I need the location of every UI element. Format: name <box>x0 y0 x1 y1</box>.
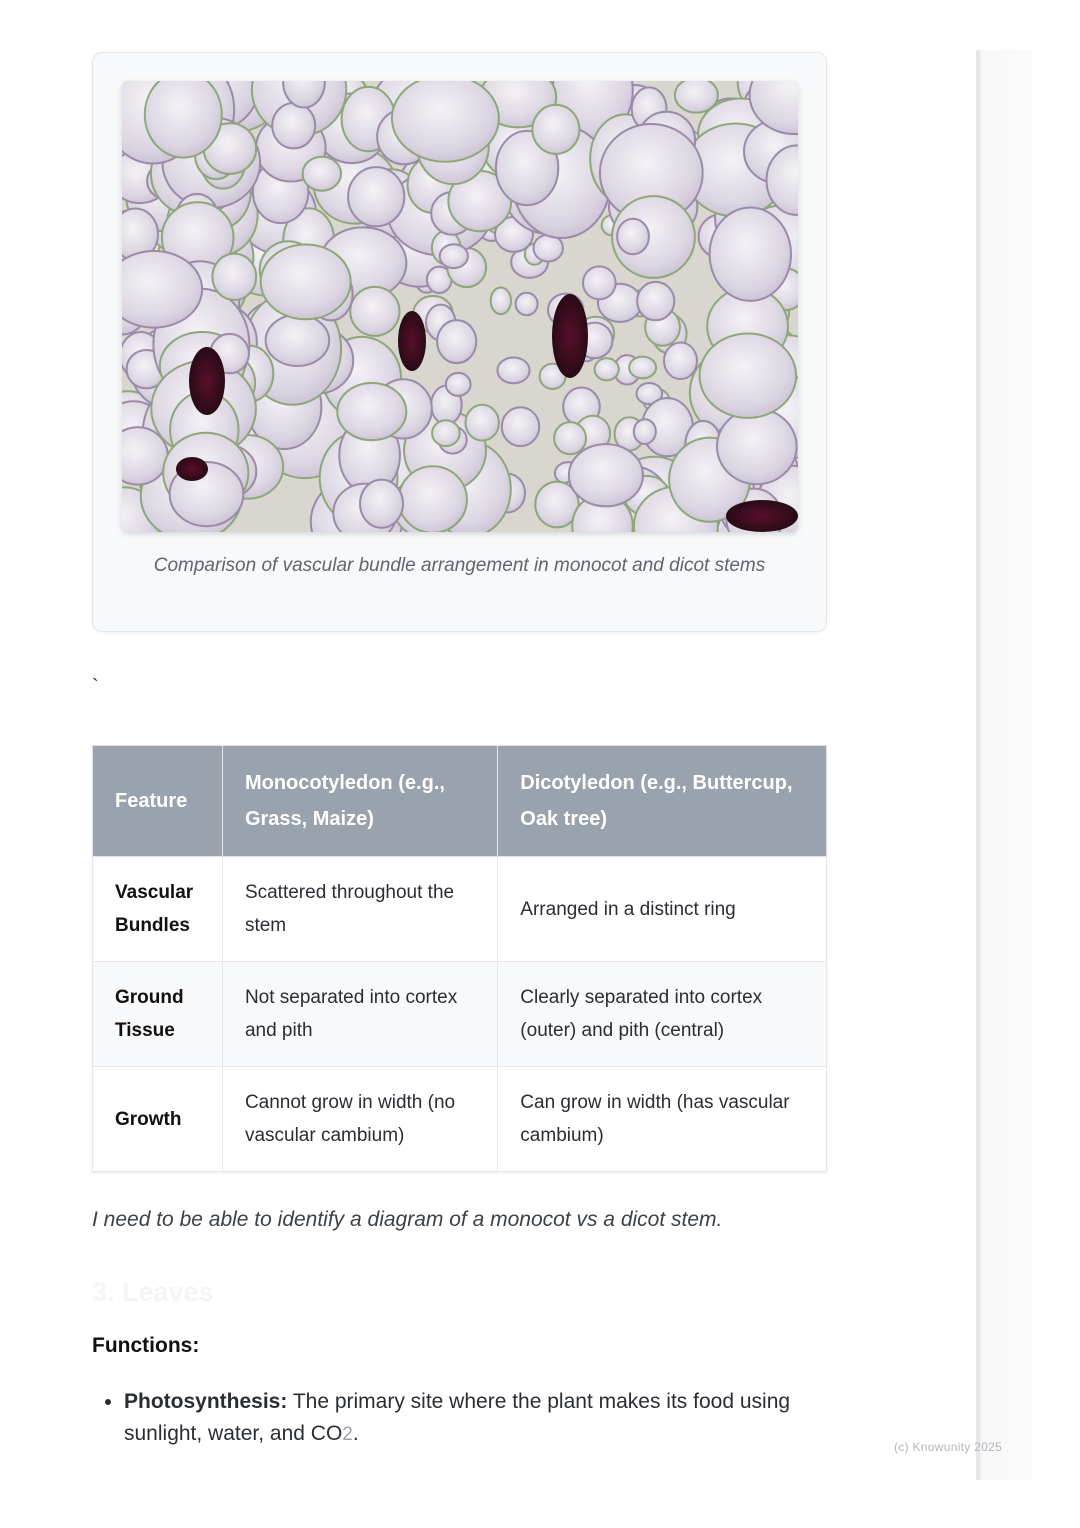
row-monocot: Scattered throughout the stem <box>222 857 497 962</box>
plant-cell <box>399 466 467 532</box>
row-feature: Vascular Bundles <box>93 857 223 962</box>
list-item-text: The primary site where the plant makes its food using sunlight, water, and CO <box>124 1390 791 1445</box>
row-feature: Growth <box>93 1067 223 1172</box>
list-item-subscript: 2 <box>342 1424 353 1445</box>
plant-cell <box>437 320 476 363</box>
plant-cell <box>617 219 649 255</box>
vascular-bundle-stain <box>398 311 426 371</box>
plant-cell <box>595 358 619 380</box>
header-dicot: Dicotyledon (e.g., Buttercup, Oak tree) <box>498 746 827 857</box>
plant-cell <box>446 373 471 396</box>
plant-cell <box>637 282 674 320</box>
row-dicot: Clearly separated into cortex (outer) and pith (central) <box>498 962 827 1067</box>
copyright-footer: (c) Knowunity 2025 <box>894 1440 1003 1454</box>
vascular-bundle-stain <box>726 500 798 532</box>
plant-cell <box>502 407 539 446</box>
study-note: I need to be able to identify a diagram of a monocot vs a dicot stem. <box>92 1208 723 1231</box>
plant-cell <box>516 293 538 315</box>
list-item-end: . <box>352 1422 359 1445</box>
plant-cell <box>350 287 399 336</box>
table-row <box>93 962 827 1067</box>
plant-cell <box>583 266 616 299</box>
row-feature: Ground Tissue <box>93 962 223 1067</box>
list-item-term: Photosynthesis: <box>124 1390 288 1413</box>
vascular-bundle-stain <box>552 294 588 378</box>
right-sidebar-panel <box>976 50 1032 1480</box>
vascular-bundle-stain <box>176 457 208 481</box>
functions-heading: Functions: <box>92 1334 200 1357</box>
plant-cell <box>145 81 222 158</box>
plant-cell <box>337 383 406 440</box>
plant-cell <box>629 357 656 379</box>
plant-cell <box>634 419 656 444</box>
plant-cell <box>491 288 511 315</box>
plant-cell <box>212 254 256 300</box>
stem-micrograph-image <box>122 81 798 532</box>
figure-caption: Comparison of vascular bundle arrangement in monocot and dicot stems <box>153 555 766 576</box>
plant-cell <box>440 244 468 268</box>
header-monocot: Monocotyledon (e.g., Grass, Maize) <box>222 746 497 857</box>
plant-cell <box>675 81 718 113</box>
plant-cell <box>497 358 529 384</box>
stray-backtick: ` <box>92 676 99 698</box>
plant-cell <box>569 444 643 506</box>
plant-cell <box>272 103 315 148</box>
figure-card <box>92 52 827 632</box>
vascular-bundle-stain <box>189 347 225 415</box>
plant-cell <box>266 315 330 366</box>
plant-cell <box>554 422 586 454</box>
plant-cell <box>532 105 579 154</box>
plant-cell <box>348 167 404 226</box>
functions-list <box>92 1386 824 1451</box>
micrograph-picture <box>122 81 798 532</box>
plant-cell <box>664 343 697 380</box>
table-row <box>93 857 827 962</box>
plant-cell <box>432 420 460 446</box>
list-item <box>124 1386 824 1451</box>
plant-cell <box>392 81 499 162</box>
plant-cell <box>303 157 341 191</box>
table-header-row <box>93 746 827 857</box>
table-row <box>93 1067 827 1172</box>
row-monocot: Cannot grow in width (no vascular cambium) <box>222 1067 497 1172</box>
row-dicot: Can grow in width (has vascular cambium) <box>498 1067 827 1172</box>
plant-cell <box>710 208 791 301</box>
plant-cell <box>466 405 499 441</box>
row-dicot: Arranged in a distinct ring <box>498 857 827 962</box>
plant-cell <box>360 480 403 528</box>
plant-cell <box>700 334 797 418</box>
plant-cell <box>261 245 351 320</box>
row-monocot: Not separated into cortex and pith <box>222 962 497 1067</box>
plant-cell <box>717 409 797 484</box>
comparison-table <box>92 745 827 1172</box>
header-feature: Feature <box>93 746 223 857</box>
section-heading-leaves: 3. Leaves <box>92 1277 214 1307</box>
